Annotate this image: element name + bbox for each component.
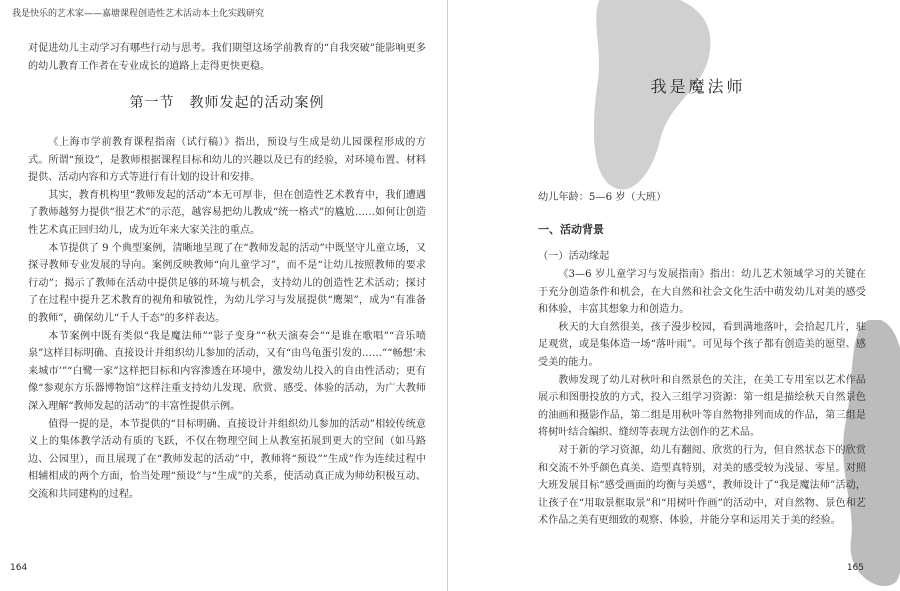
paragraph: 《3—6 岁儿童学习与发展指南》指出：幼儿艺术领域学习的关键在于充分创造条件和机会，在大自然和社会文化生活中萌发幼儿对美的感受和体验，丰富其想象力和创造力。 — [538, 269, 866, 316]
intro-paragraph: 对促进幼儿主动学习有哪些行动与思考。我们期望这场学前教育的“自我突破”能影响更多的幼儿教育工作者在专业成长的道路上走得更快更稳。 — [28, 43, 426, 72]
running-head: 我是快乐的艺术家——嘉塘课程创造性艺术活动本土化实践研究 — [12, 9, 265, 19]
paragraph: 秋天的大自然很美，孩子漫步校园，看到满地落叶，会拾起几片，驻足观赏，或是集体造一场“落叶雨”。可见每个孩子都有创造美的愿望、感受美的能力。 — [538, 321, 866, 368]
paragraph: 本节案例中既有类似“我是魔法师”“影子变身”“秋天演奏会”“是谁在歌唱”“音乐喷泉”这样目标明确、直接设计并组织幼儿参加的活动，又有“由鸟龟蛋引发的……”“畅想‘未来城市’”“白鹭一家”这样把目标和内容渗透在环境中，激发幼儿投入的自由性活动；更有像“参观东方乐器博物馆”这样注重支持幼儿发现、欣赏、感受、体验的活动，为广大教师深入理解“教师发起的活动”的丰富性提供示例。 — [28, 330, 426, 412]
heading-origin: （一）活动缘起 — [538, 251, 610, 262]
paragraph: 《上海市学前教育课程指南（试行稿）》指出，预设与生成是幼儿园课程形成的方式。所谓“预设”，是教师根据课程目标和幼儿的兴趣以及已有的经验，对环境布置、材料提供、活动内容和方式等进行有计划的设计和安排。 — [28, 137, 426, 184]
paragraph: 本节提供了 9 个典型案例，清晰地呈现了在“教师发起的活动”中既坚守儿童立场，又探寻教师专业发展的导向。案例反映教师“向儿童学习”，而不是“让幼儿按照教师的要求行动”；揭示了教师在活动中提供足够的环境与机会，支持幼儿的创造性艺术活动；探讨了在过程中提升艺术教育的视角和敏锐性，为幼儿学习与发展提供“鹰架”，成为“有准备的教师”，确保幼儿“千人千态”的多样表达。 — [28, 242, 426, 324]
section-title: 第一节 教师发起的活动案例 — [129, 95, 325, 111]
page-number-right: 165 — [846, 563, 864, 573]
heading-background: 一、活动背景 — [538, 223, 604, 236]
paragraph: 值得一提的是，本节提供的“目标明确、直接设计并组织幼儿参加的活动”相较传统意义上的集体教学活动有质的飞跃，不仅在物理空间上从教室拓展到更大的空间（如马路边、公园里），而且展现了在“教师发起的活动”中，教师将“预设”“生成”作为连续过程中相辅相成的两个方面，恰当处理“预设”与“生成”的关系，使活动真正成为师幼积极互动、交流和共同建构的过程。 — [28, 418, 426, 500]
decorative-blob-top — [590, 0, 740, 210]
intro-text — [28, 40, 426, 75]
right-page — [448, 0, 900, 591]
page-number-left: 164 — [10, 563, 28, 573]
paragraph: 对于新的学习资源，幼儿有翻阅、欣赏的行为，但自然状态下的欣赏和交流不外乎颜色真美、造型真特别，对美的感受较为浅显、零星。对照大班发展目标“感受画面的均衡与美感”，教师设计了“我是魔法师”活动，让孩子在“用取景框取景”和“用树叶作画”的活动中，对自然物、景色和艺术作品之美有更细致的观察、体验，并能分享和运用关于美的经验。 — [538, 444, 866, 527]
age-line: 幼儿年龄：5—6 岁（大班） — [538, 192, 667, 203]
left-page — [0, 0, 448, 591]
right-body-text — [538, 266, 866, 530]
paragraph: 其实，教育机构里“教师发起的活动”本无可厚非，但在创造性艺术教育中，我们遭遇了教师越努力提供“很艺术”的示范，越容易把幼儿教成“统一格式”的尴尬……如何让创造性艺术真正回归幼儿，成为近年来大家关注的重点。 — [28, 189, 426, 236]
paragraph: 教师发现了幼儿对秋叶和自然景色的关注，在美工专用室以艺术作品展示和图册投放的方式，投入三组学习资源：第一组是描绘秋天自然景色的油画和摄影作品，第二组是用秋叶等自然物排列而成的作品，第三组是将树叶结合编织、缝纫等表现方法创作的艺术品。 — [538, 374, 866, 439]
left-body-text — [28, 134, 426, 503]
chapter-title: 我是魔法师 — [650, 77, 746, 96]
